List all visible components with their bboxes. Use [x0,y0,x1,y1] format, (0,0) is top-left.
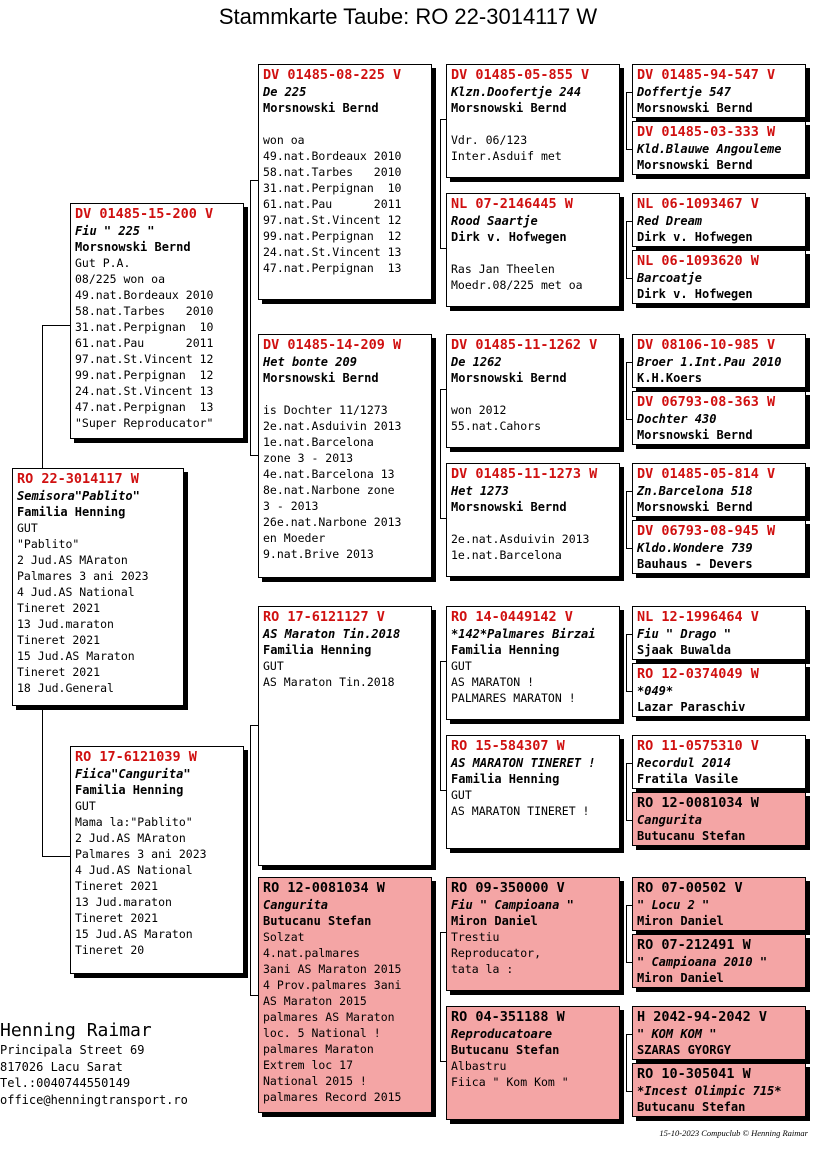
note-line: Fiica " Kom Kom " [451,1075,569,1089]
connector-line [626,763,627,820]
owner-name: Miron Daniel [637,914,724,928]
pigeon-name: Kld.Blauwe Angouleme [637,142,782,156]
ring-number: NL 06-1093467 V [637,196,759,212]
note-line: Mama la:"Pablito" [75,815,193,829]
pigeon-name: Reproducatoare [451,1027,553,1041]
owner-name: Morsnowski Bernd [263,101,379,115]
pigeon-card-g13 [632,877,806,931]
owner-name: Dirk v. Hofwegen [637,230,753,244]
note-line: 47.nat.Perpignan 13 [263,261,402,275]
note-line: AS MARATON ! [451,675,535,689]
ring-number: RO 17-6121127 V [263,609,385,625]
note-line: AS MARATON TINERET ! [451,804,590,818]
ring-number: RO 11-0575310 V [637,738,759,754]
pigeon-card-subject [12,468,184,706]
owner-name: Morsnowski Bernd [75,240,191,254]
connector-line [250,725,251,995]
pigeon-notes [263,386,427,562]
pigeon-card-g7 [632,463,806,517]
pigeon-card-g16 [632,1063,806,1117]
note-line: AS Maraton 2015 [263,994,367,1008]
pigeon-card-g12 [632,792,806,846]
pigeon-notes [451,386,615,434]
note-line: Tineret 2021 [17,601,101,615]
connector-line [626,491,627,548]
pigeon-name: Dochter 430 [637,412,717,426]
owner-name: SZARAS GYORGY [637,1043,731,1057]
note-line [451,386,615,402]
note-line: 13 Jud.maraton [75,895,172,909]
pigeon-name: AS Maraton Tin.2018 [263,627,401,641]
pigeon-name: *142*Palmares Birzai [451,627,596,641]
owner-name: Butucanu Stefan [637,829,746,843]
note-line: Albastru [451,1059,507,1073]
note-line: palmares Maraton [263,1042,374,1056]
note-line: GUT [75,799,96,813]
note-line: GUT [451,659,472,673]
owner-name: Butucanu Stefan [451,1043,560,1057]
note-line: 1e.nat.Barcelona [451,548,562,562]
pigeon-card-mff [446,606,620,720]
note-line: 61.nat.Pau 2011 [75,336,214,350]
note-line: Solzat [263,930,305,944]
pigeon-card-ff [258,64,432,300]
connector-line [440,119,441,248]
pigeon-notes [451,929,615,977]
note-line: 13 Jud.maraton [17,617,114,631]
pigeon-name: Red Dream [637,214,703,228]
pigeon-name: *Incest Olimpic 715* [637,1084,782,1098]
pigeon-card-g2 [632,121,806,175]
owner-name: Morsnowski Bernd [451,101,567,115]
pigeon-name: Fiu " Drago " [637,627,731,641]
note-line: Palmares 3 ani 2023 [17,569,149,583]
pigeon-card-g3 [632,193,806,247]
note-line: palmares AS Maraton [263,1010,395,1024]
pigeon-name: Fiica"Cangurita" [75,767,191,781]
note-line: Tineret 2021 [75,911,159,925]
note-line: 9.nat.Brive 2013 [263,547,374,561]
pigeon-name: *049* [637,684,674,698]
note-line: 1e.nat.Barcelona [263,435,374,449]
note-line: 15 Jud.AS Maraton [17,649,135,663]
note-line: GUT [263,659,284,673]
note-line: Inter.Asduif met [451,149,562,163]
pigeon-card-mother [70,746,244,974]
note-line: 47.nat.Perpignan 13 [75,400,214,414]
pigeon-notes [75,798,239,958]
ring-number: RO 12-0374049 W [637,666,759,682]
pigeon-card-g6 [632,391,806,445]
ring-number: DV 08106-10-985 V [637,337,776,353]
note-line: 08/225 won oa [75,272,166,286]
ring-number: DV 01485-05-814 V [637,466,776,482]
note-line: 2e.nat.Asduivin 2013 [263,419,402,433]
note-line: Extrem loc 17 [263,1058,354,1072]
pigeon-card-mf [258,606,432,866]
connector-line [440,661,441,790]
ring-number: NL 12-1996464 V [637,609,759,625]
pigeon-notes [451,1058,615,1090]
note-line: Tineret 2021 [75,879,159,893]
connector-line [440,389,441,518]
pigeon-card-g9 [632,606,806,660]
pigeon-card-fmf [446,334,620,448]
note-line: 15 Jud.AS Maraton [75,927,193,941]
connector-line [250,455,258,456]
ring-number: DV 06793-08-945 W [637,523,776,539]
owner-name: Morsnowski Bernd [263,371,379,385]
pigeon-notes [263,116,427,276]
owner-name: Familia Henning [17,505,126,519]
note-line: Ras Jan Theelen [451,262,555,276]
pigeon-name: Cangurita [637,813,703,827]
connector-line [626,362,627,419]
note-line: 58.nat.Tarbes 2010 [263,165,402,179]
note-line [263,116,427,132]
connector-line [42,856,70,857]
ring-number: RO 22-3014117 W [17,471,139,487]
note-line: 3 - 2013 [263,499,319,513]
note-line: "Super Reproducator" [75,416,214,430]
pigeon-name: Doffertje 547 [637,85,731,99]
ring-number: DV 06793-08-363 W [637,394,776,410]
owner-name: Morsnowski Bernd [451,500,567,514]
owner-name: Bauhaus - Devers [637,557,753,571]
pigeon-card-mmf [446,877,620,991]
note-line: Reproducator, [451,946,542,960]
connector-line [626,905,627,962]
owner-name: Dirk v. Hofwegen [451,230,567,244]
pigeon-name: Fiu " Campioana " [451,898,574,912]
note-line: 55.nat.Cahors [451,419,542,433]
ring-number: NL 06-1093620 W [637,253,759,269]
pigeon-name: Cangurita [263,898,329,912]
connector-line [626,1034,627,1091]
breeder-info [0,1020,188,1108]
owner-name: Morsnowski Bernd [637,101,753,115]
connector-line [42,325,70,326]
pigeon-name: " KOM KOM " [637,1027,717,1041]
note-line: 18 Jud.General [17,681,114,695]
owner-name: Miron Daniel [637,971,724,985]
ring-number: DV 01485-05-855 V [451,67,590,83]
pigeon-name: " Campioana 2010 " [637,955,768,969]
note-line: 4 Jud.AS National [75,863,193,877]
owner-name: Familia Henning [451,772,560,786]
ring-number: RO 12-0081034 W [263,880,385,896]
note-line: PALMARES MARATON ! [451,691,576,705]
ring-number: DV 01485-08-225 V [263,67,402,83]
pigeon-name: Barcoatje [637,271,703,285]
note-line [451,245,615,261]
ring-number: DV 01485-11-1262 V [451,337,598,353]
note-line: 31.nat.Perpignan 10 [263,181,402,195]
note-line: 49.nat.Bordeaux 2010 [75,288,214,302]
note-line: Tineret 20 [75,943,145,957]
note-line: en Moeder [263,531,326,545]
pigeon-card-mfm [446,735,620,849]
connector-line [626,221,627,278]
pigeon-notes [451,116,615,164]
pigeon-name: Recordul 2014 [637,756,731,770]
note-line: 97.nat.St.Vincent 12 [75,352,214,366]
pigeon-card-g8 [632,520,806,574]
pigeon-name: Broer 1.Int.Pau 2010 [637,355,782,369]
pigeon-name: De 1262 [451,355,502,369]
connector-line [42,706,43,856]
ring-number: NL 07-2146445 W [451,196,573,212]
note-line: won 2012 [451,403,507,417]
note-line: 3ani AS Maraton 2015 [263,962,402,976]
note-line: 2 Jud.AS MAraton [17,553,128,567]
ring-number: RO 07-00502 V [637,880,743,896]
owner-name: Morsnowski Bernd [637,428,753,442]
connector-line [42,325,43,468]
connector-line [250,180,251,455]
ring-number: RO 04-351188 W [451,1009,565,1025]
ring-number: RO 09-350000 V [451,880,565,896]
pigeon-card-g14 [632,934,806,988]
note-line: 4 Prov.palmares 3ani [263,978,402,992]
note-line: 4 Jud.AS National [17,585,135,599]
pigeon-name: Fiu " 225 " [75,224,155,238]
note-line: won oa [263,133,305,147]
ring-number: DV 01485-03-333 W [637,124,776,140]
note-line: "Pablito" [17,537,80,551]
note-line: Tineret 2021 [17,665,101,679]
note-line: 8e.nat.Narbone zone [263,483,395,497]
owner-name: Morsnowski Bernd [637,158,753,172]
ring-number: RO 12-0081034 W [637,795,759,811]
ring-number: RO 14-0449142 V [451,609,573,625]
note-line: 31.nat.Perpignan 10 [75,320,214,334]
pigeon-notes [263,658,427,690]
pigeon-name: AS MARATON TINERET ! [451,756,596,770]
note-line: 97.nat.St.Vincent 12 [263,213,402,227]
note-line: 26e.nat.Narbone 2013 [263,515,402,529]
note-line: Palmares 3 ani 2023 [75,847,207,861]
note-line: AS Maraton Tin.2018 [263,675,395,689]
pigeon-card-mm [258,877,432,1113]
owner-name: Familia Henning [75,783,184,797]
owner-name: Fratila Vasile [637,772,739,786]
pigeon-card-g5 [632,334,806,388]
breeder-city: 817026 Lacu Sarat [0,1059,123,1074]
pigeon-card-mmm [446,1006,620,1120]
pigeon-card-fm [258,334,432,578]
note-line: Gut P.A. [75,256,131,270]
note-line: 4.nat.palmares [263,946,360,960]
ring-number: RO 17-6121039 W [75,749,197,765]
pigeon-name: " Locu 2 " [637,898,710,912]
note-line: 2e.nat.Asduivin 2013 [451,532,590,546]
pigeon-card-father [70,203,244,439]
ring-number: DV 01485-94-547 V [637,67,776,83]
pigeon-card-ffm [446,193,620,307]
note-line [263,386,427,402]
note-line: tata la : [451,962,514,976]
pigeon-card-g10 [632,663,806,717]
owner-name: Morsnowski Bernd [451,371,567,385]
note-line: zone 3 - 2013 [263,451,354,465]
note-line: GUT [17,521,38,535]
pigeon-name: Het 1273 [451,484,509,498]
owner-name: K.H.Koers [637,371,703,385]
pigeon-card-fff [446,64,620,178]
pigeon-notes [451,515,615,563]
note-line: 4e.nat.Barcelona 13 [263,467,395,481]
note-line: loc. 5 National ! [263,1026,381,1040]
owner-name: Sjaak Buwalda [637,643,731,657]
owner-name: Lazar Paraschiv [637,700,746,714]
footer-credit: 15-10-2023 Compuclub © Henning Raimar [659,1128,808,1138]
breeder-name: Henning Raimar [0,1020,152,1041]
pigeon-name: Rood Saartje [451,214,538,228]
owner-name: Dirk v. Hofwegen [637,287,753,301]
pigeon-card-g4 [632,250,806,304]
pigeon-name: Kldo.Wondere 739 [637,541,753,555]
note-line: Tineret 2021 [17,633,101,647]
ring-number: DV 01485-11-1273 W [451,466,598,482]
note-line: 24.nat.St.Vincent 13 [75,384,214,398]
owner-name: Butucanu Stefan [263,914,372,928]
ring-number: H 2042-94-2042 V [637,1009,768,1025]
connector-line [250,180,258,181]
page-title: Stammkarte Taube: RO 22-3014117 W [218,4,598,29]
pigeon-name: Zn.Barcelona 518 [637,484,753,498]
pigeon-notes [75,255,239,431]
note-line: Moedr.08/225 met oa [451,278,583,292]
note-line: 61.nat.Pau 2011 [263,197,402,211]
owner-name: Familia Henning [451,643,560,657]
pigeon-card-fmm [446,463,620,577]
note-line: National 2015 ! [263,1074,367,1088]
ring-number: DV 01485-15-200 V [75,206,214,222]
pigeon-notes [17,520,179,696]
owner-name: Butucanu Stefan [637,1100,746,1114]
pigeon-name: Het bonte 209 [263,355,357,369]
pigeon-notes [451,658,615,706]
owner-name: Familia Henning [263,643,372,657]
note-line [451,515,615,531]
pigeon-card-g15 [632,1006,806,1060]
note-line: is Dochter 11/1273 [263,403,388,417]
note-line: Vdr. 06/123 [451,133,528,147]
owner-name: Morsnowski Bernd [637,500,753,514]
note-line: 49.nat.Bordeaux 2010 [263,149,402,163]
note-line: 58.nat.Tarbes 2010 [75,304,214,318]
note-line: Trestiu [451,930,500,944]
connector-line [250,995,258,996]
note-line: 2 Jud.AS MAraton [75,831,186,845]
note-line: palmares Record 2015 [263,1090,402,1104]
owner-name: Miron Daniel [451,914,538,928]
ring-number: RO 10-305041 W [637,1066,751,1082]
pigeon-name: Semisora"Pablito" [17,489,140,503]
ring-number: RO 07-212491 W [637,937,751,953]
note-line: GUT [451,788,472,802]
pigeon-name: De 225 [263,85,307,99]
note-line [451,116,615,132]
pigeon-name: Klzn.Doofertje 244 [451,85,582,99]
pigeon-notes [451,245,615,293]
pigeon-card-g1 [632,64,806,118]
breeder-phone: Tel.:0040744550149 [0,1076,131,1090]
ring-number: DV 01485-14-209 W [263,337,402,353]
connector-line [626,92,627,149]
pigeon-notes [263,929,427,1105]
note-line: 99.nat.Perpignan 12 [263,229,402,243]
connector-line [626,634,627,691]
connector-line [440,932,441,1061]
pigeon-notes [451,787,615,819]
breeder-street: Principala Street 69 [0,1043,145,1057]
ring-number: RO 15-584307 W [451,738,565,754]
connector-line [250,725,258,726]
pigeon-card-g11 [632,735,806,789]
note-line: 99.nat.Perpignan 12 [75,368,214,382]
breeder-email: office@henningtransport.ro [0,1092,188,1107]
note-line: 24.nat.St.Vincent 13 [263,245,402,259]
